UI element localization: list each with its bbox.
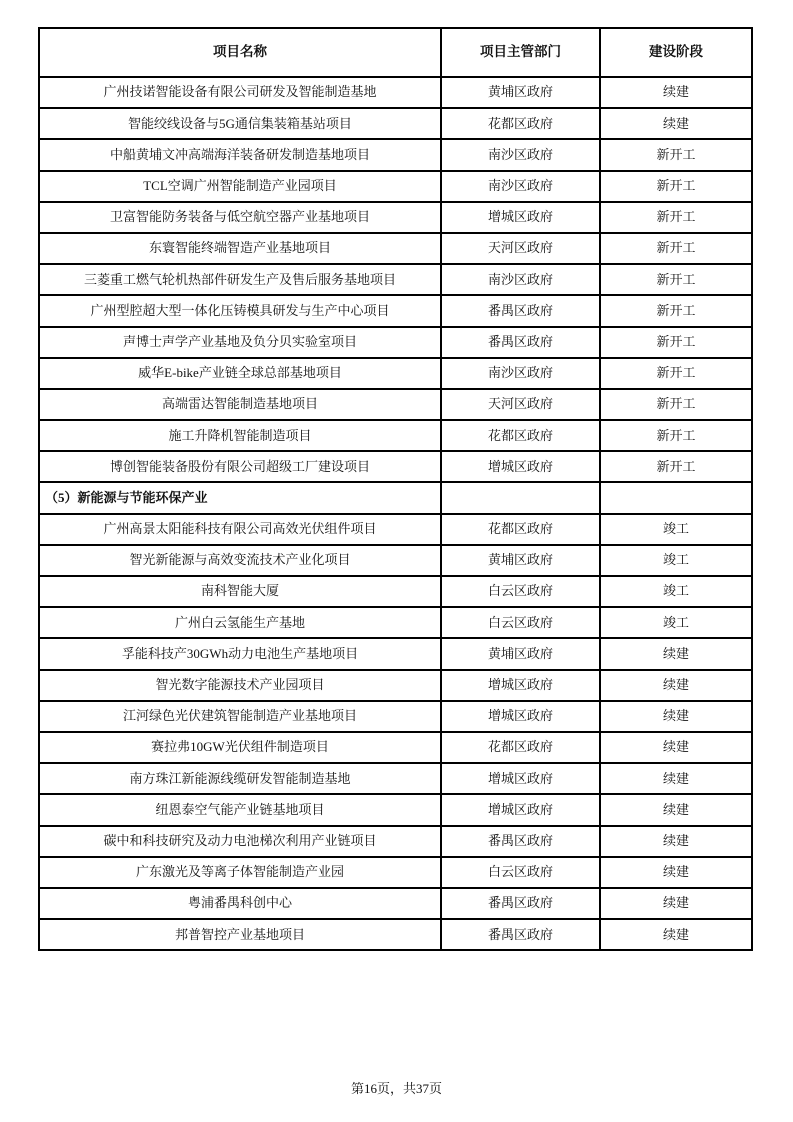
- cell-department: 花都区政府: [441, 732, 600, 763]
- table-row: [39, 670, 752, 701]
- cell-department: 花都区政府: [441, 420, 600, 451]
- cell-project-name: （5）新能源与节能环保产业: [39, 482, 441, 513]
- table-body: [39, 77, 752, 950]
- cell-department: 天河区政府: [441, 389, 600, 420]
- cell-project-name: 东寰智能终端智造产业基地项目: [39, 233, 441, 264]
- cell-department: 番禺区政府: [441, 826, 600, 857]
- cell-department: 增城区政府: [441, 670, 600, 701]
- table-row: [39, 888, 752, 919]
- cell-project-name: 碳中和科技研究及动力电池梯次利用产业链项目: [39, 826, 441, 857]
- cell-stage: 续建: [600, 826, 752, 857]
- cell-department: 南沙区政府: [441, 139, 600, 170]
- table-row: [39, 108, 752, 139]
- table-row: [39, 202, 752, 233]
- cell-stage: 新开工: [600, 264, 752, 295]
- cell-project-name: 中船黄埔文冲高端海洋装备研发制造基地项目: [39, 139, 441, 170]
- cell-project-name: 声博士声学产业基地及负分贝实验室项目: [39, 327, 441, 358]
- cell-project-name: TCL空调广州智能制造产业园项目: [39, 171, 441, 202]
- table-header-row: [39, 28, 752, 77]
- cell-department: 番禺区政府: [441, 919, 600, 950]
- table-row: [39, 576, 752, 607]
- column-header-department: 项目主管部门: [441, 28, 600, 77]
- cell-department: 花都区政府: [441, 514, 600, 545]
- cell-department: 白云区政府: [441, 576, 600, 607]
- cell-project-name: 邦普智控产业基地项目: [39, 919, 441, 950]
- table-row: [39, 638, 752, 669]
- cell-project-name: 卫富智能防务装备与低空航空器产业基地项目: [39, 202, 441, 233]
- cell-department: 黄埔区政府: [441, 77, 600, 108]
- table-row: [39, 139, 752, 170]
- cell-department: 白云区政府: [441, 857, 600, 888]
- cell-stage: 竣工: [600, 576, 752, 607]
- column-header-project-name: 项目名称: [39, 28, 441, 77]
- cell-stage: 竣工: [600, 514, 752, 545]
- table-row: [39, 763, 752, 794]
- project-table: [38, 27, 753, 951]
- cell-department: 南沙区政府: [441, 171, 600, 202]
- cell-stage: 新开工: [600, 295, 752, 326]
- cell-stage: 续建: [600, 670, 752, 701]
- cell-department: 增城区政府: [441, 451, 600, 482]
- cell-stage: 新开工: [600, 171, 752, 202]
- cell-project-name: 智能绞线设备与5G通信集装箱基站项目: [39, 108, 441, 139]
- cell-department: 白云区政府: [441, 607, 600, 638]
- cell-stage: 续建: [600, 108, 752, 139]
- cell-stage: 新开工: [600, 233, 752, 264]
- cell-department: 增城区政府: [441, 763, 600, 794]
- table-row: [39, 701, 752, 732]
- cell-project-name: 智光数字能源技术产业园项目: [39, 670, 441, 701]
- cell-project-name: 广州型腔超大型一体化压铸模具研发与生产中心项目: [39, 295, 441, 326]
- table-row: [39, 545, 752, 576]
- cell-stage: 新开工: [600, 358, 752, 389]
- cell-stage: 新开工: [600, 139, 752, 170]
- cell-project-name: 孚能科技产30GWh动力电池生产基地项目: [39, 638, 441, 669]
- cell-stage: 新开工: [600, 202, 752, 233]
- cell-project-name: 广州高景太阳能科技有限公司高效光伏组件项目: [39, 514, 441, 545]
- cell-department: 花都区政府: [441, 108, 600, 139]
- cell-project-name: 施工升降机智能制造项目: [39, 420, 441, 451]
- table-row: [39, 919, 752, 950]
- table-row: [39, 264, 752, 295]
- table-row: [39, 607, 752, 638]
- cell-stage: 新开工: [600, 327, 752, 358]
- cell-department: 增城区政府: [441, 794, 600, 825]
- cell-department: 增城区政府: [441, 202, 600, 233]
- table-row: [39, 77, 752, 108]
- cell-department: 番禺区政府: [441, 327, 600, 358]
- cell-stage: 竣工: [600, 607, 752, 638]
- cell-project-name: 粤浦番禺科创中心: [39, 888, 441, 919]
- cell-project-name: 高端雷达智能制造基地项目: [39, 389, 441, 420]
- table-row: [39, 327, 752, 358]
- cell-project-name: 博创智能装备股份有限公司超级工厂建设项目: [39, 451, 441, 482]
- table-row: [39, 389, 752, 420]
- cell-stage: 续建: [600, 77, 752, 108]
- cell-project-name: 赛拉弗10GW光伏组件制造项目: [39, 732, 441, 763]
- cell-project-name: 南科智能大厦: [39, 576, 441, 607]
- cell-stage: 续建: [600, 794, 752, 825]
- table-row: [39, 514, 752, 545]
- table-row: [39, 171, 752, 202]
- cell-stage: 续建: [600, 857, 752, 888]
- cell-project-name: 广东激光及等离子体智能制造产业园: [39, 857, 441, 888]
- table-row: [39, 794, 752, 825]
- table-row: [39, 732, 752, 763]
- cell-project-name: 三菱重工燃气轮机热部件研发生产及售后服务基地项目: [39, 264, 441, 295]
- table-row: [39, 451, 752, 482]
- cell-stage: 续建: [600, 701, 752, 732]
- cell-stage: 续建: [600, 763, 752, 794]
- table-header: [39, 28, 752, 77]
- cell-project-name: 智光新能源与高效变流技术产业化项目: [39, 545, 441, 576]
- cell-department: 黄埔区政府: [441, 638, 600, 669]
- cell-department: 番禺区政府: [441, 295, 600, 326]
- page-number: 第16页，共37页: [350, 1081, 442, 1096]
- cell-project-name: 江河绿色光伏建筑智能制造产业基地项目: [39, 701, 441, 732]
- table-row: [39, 420, 752, 451]
- cell-department: [441, 482, 600, 513]
- cell-stage: 续建: [600, 919, 752, 950]
- cell-department: 天河区政府: [441, 233, 600, 264]
- cell-department: 南沙区政府: [441, 264, 600, 295]
- cell-stage: 续建: [600, 638, 752, 669]
- cell-department: 增城区政府: [441, 701, 600, 732]
- cell-stage: 新开工: [600, 451, 752, 482]
- table-row: [39, 857, 752, 888]
- cell-project-name: 威华E-bike产业链全球总部基地项目: [39, 358, 441, 389]
- column-header-stage: 建设阶段: [600, 28, 752, 77]
- table-row: [39, 295, 752, 326]
- cell-stage: 续建: [600, 888, 752, 919]
- table-row: [39, 826, 752, 857]
- cell-department: 番禺区政府: [441, 888, 600, 919]
- cell-project-name: 广州技诺智能设备有限公司研发及智能制造基地: [39, 77, 441, 108]
- cell-project-name: 纽恩泰空气能产业链基地项目: [39, 794, 441, 825]
- cell-stage: [600, 482, 752, 513]
- cell-department: 黄埔区政府: [441, 545, 600, 576]
- cell-project-name: 广州白云氢能生产基地: [39, 607, 441, 638]
- cell-stage: 续建: [600, 732, 752, 763]
- cell-stage: 竣工: [600, 545, 752, 576]
- table-row: [39, 482, 752, 513]
- cell-stage: 新开工: [600, 389, 752, 420]
- cell-stage: 新开工: [600, 420, 752, 451]
- table-row: [39, 233, 752, 264]
- table-row: [39, 358, 752, 389]
- cell-department: 南沙区政府: [441, 358, 600, 389]
- cell-project-name: 南方珠江新能源线缆研发智能制造基地: [39, 763, 441, 794]
